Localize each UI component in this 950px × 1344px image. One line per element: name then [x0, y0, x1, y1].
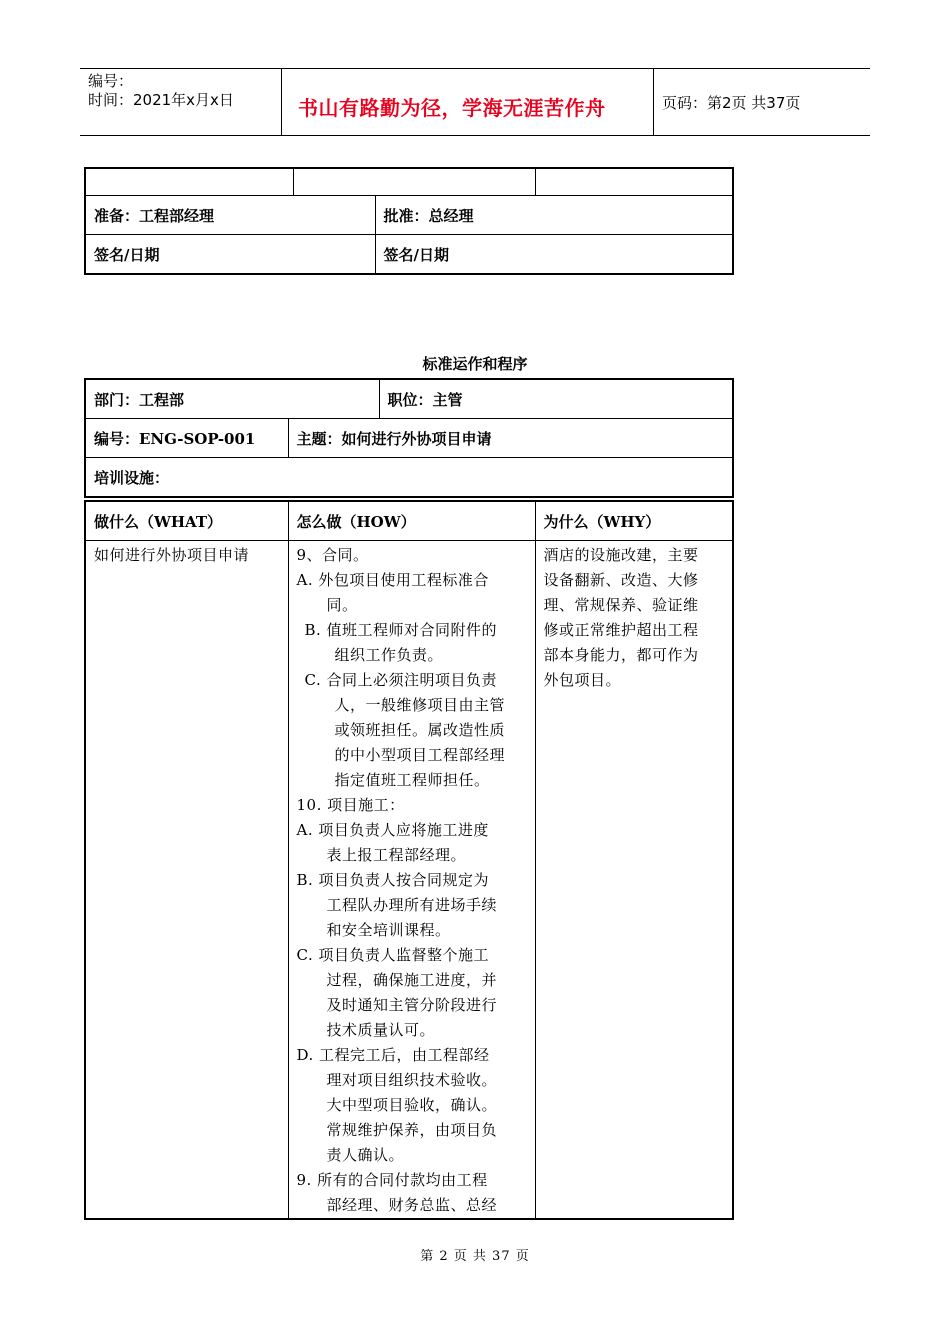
- why-line: 设备翻新、改造、大修: [543, 571, 699, 589]
- approval-table: [84, 167, 734, 275]
- how-line: 部经理、财务总监、总经: [326, 1196, 498, 1214]
- code-cell: 编号：ENG-SOP-001: [85, 419, 288, 458]
- how-line: 技术质量认可。: [326, 1021, 436, 1039]
- header-divider: [281, 68, 282, 136]
- sign-date-left: 签名/日期: [85, 235, 375, 275]
- sign-date-right: 签名/日期: [375, 235, 733, 275]
- training-cell: 培训设施：: [85, 458, 733, 498]
- why-line: 外包项目。: [543, 671, 622, 689]
- approve-cell: 批准：总经理: [375, 196, 733, 235]
- blank-cell: [85, 168, 293, 196]
- how-line: 常规维护保养，由项目负: [326, 1121, 498, 1139]
- how-line: 责人确认。: [326, 1146, 405, 1164]
- why-cell: [535, 541, 733, 1220]
- why-line: 部本身能力，都可作为: [543, 646, 699, 664]
- how-line: A. 外包项目使用工程标准合: [296, 571, 489, 589]
- header-bottom-rule: [80, 135, 870, 136]
- how-line: 10. 项目施工：: [296, 796, 405, 814]
- how-line: 组织工作负责。: [334, 646, 444, 664]
- document-title: 标准运作和程序: [422, 355, 528, 373]
- header-divider: [653, 68, 654, 136]
- procedure-table: [84, 500, 734, 1220]
- how-line: 工程队办理所有进场手续: [326, 896, 498, 914]
- prepare-cell: 准备：工程部经理: [85, 196, 375, 235]
- how-line: 大中型项目验收，确认。: [326, 1096, 498, 1114]
- position-cell: 职位：主管: [379, 379, 733, 419]
- how-line: C. 项目负责人监督整个施工: [296, 946, 489, 964]
- how-line: 9、合同。: [296, 546, 369, 564]
- header-time-label: 时间：2021年x月x日: [88, 91, 234, 109]
- how-line: 指定值班工程师担任。: [334, 771, 490, 789]
- page-footer: 第 2 页 共 37 页: [420, 1249, 530, 1264]
- what-text: 如何进行外协项目申请: [94, 546, 250, 564]
- what-header: 做什么（WHAT）: [85, 501, 288, 541]
- how-line: 9. 所有的合同付款均由工程: [296, 1171, 488, 1189]
- header-motto: 书山有路勤为径，学海无涯苦作舟: [298, 96, 606, 120]
- how-line: 或领班担任。属改造性质: [334, 721, 506, 739]
- how-line: A. 项目负责人应将施工进度: [296, 821, 489, 839]
- why-header: 为什么（WHY）: [535, 501, 733, 541]
- department-cell: 部门：工程部: [85, 379, 379, 419]
- how-line: 过程，确保施工进度，并: [326, 971, 498, 989]
- header-page-info: 页码：第2页 共37页: [662, 94, 801, 112]
- how-line: 同。: [326, 596, 358, 614]
- how-header: 怎么做（HOW）: [288, 501, 535, 541]
- what-cell: [85, 541, 288, 1220]
- how-line: 人，一般维修项目由主管: [334, 696, 506, 714]
- how-line: 及时通知主管分阶段进行: [326, 996, 498, 1014]
- blank-cell: [293, 168, 535, 196]
- how-line: D. 工程完工后，由工程部经: [296, 1046, 490, 1064]
- how-line: B. 值班工程师对合同附件的: [304, 621, 498, 639]
- how-cell: [288, 541, 535, 1220]
- subject-cell: 主题：如何进行外协项目申请: [288, 419, 733, 458]
- how-line: 的中小型项目工程部经理: [334, 746, 506, 764]
- blank-cell: [535, 168, 733, 196]
- why-line: 理、常规保养、验证维: [543, 596, 699, 614]
- info-table: [84, 378, 734, 498]
- how-line: C. 合同上必须注明项目负责: [304, 671, 497, 689]
- header-top-rule: [80, 68, 870, 69]
- how-line: 和安全培训课程。: [326, 921, 451, 939]
- header-number-label: 编号：: [88, 72, 134, 90]
- how-line: B. 项目负责人按合同规定为: [296, 871, 490, 889]
- how-line: 表上报工程部经理。: [326, 846, 467, 864]
- how-line: 理对项目组织技术验收。: [326, 1071, 498, 1089]
- why-line: 修或正常维护超出工程: [543, 621, 699, 639]
- why-line: 酒店的设施改建，主要: [543, 546, 699, 564]
